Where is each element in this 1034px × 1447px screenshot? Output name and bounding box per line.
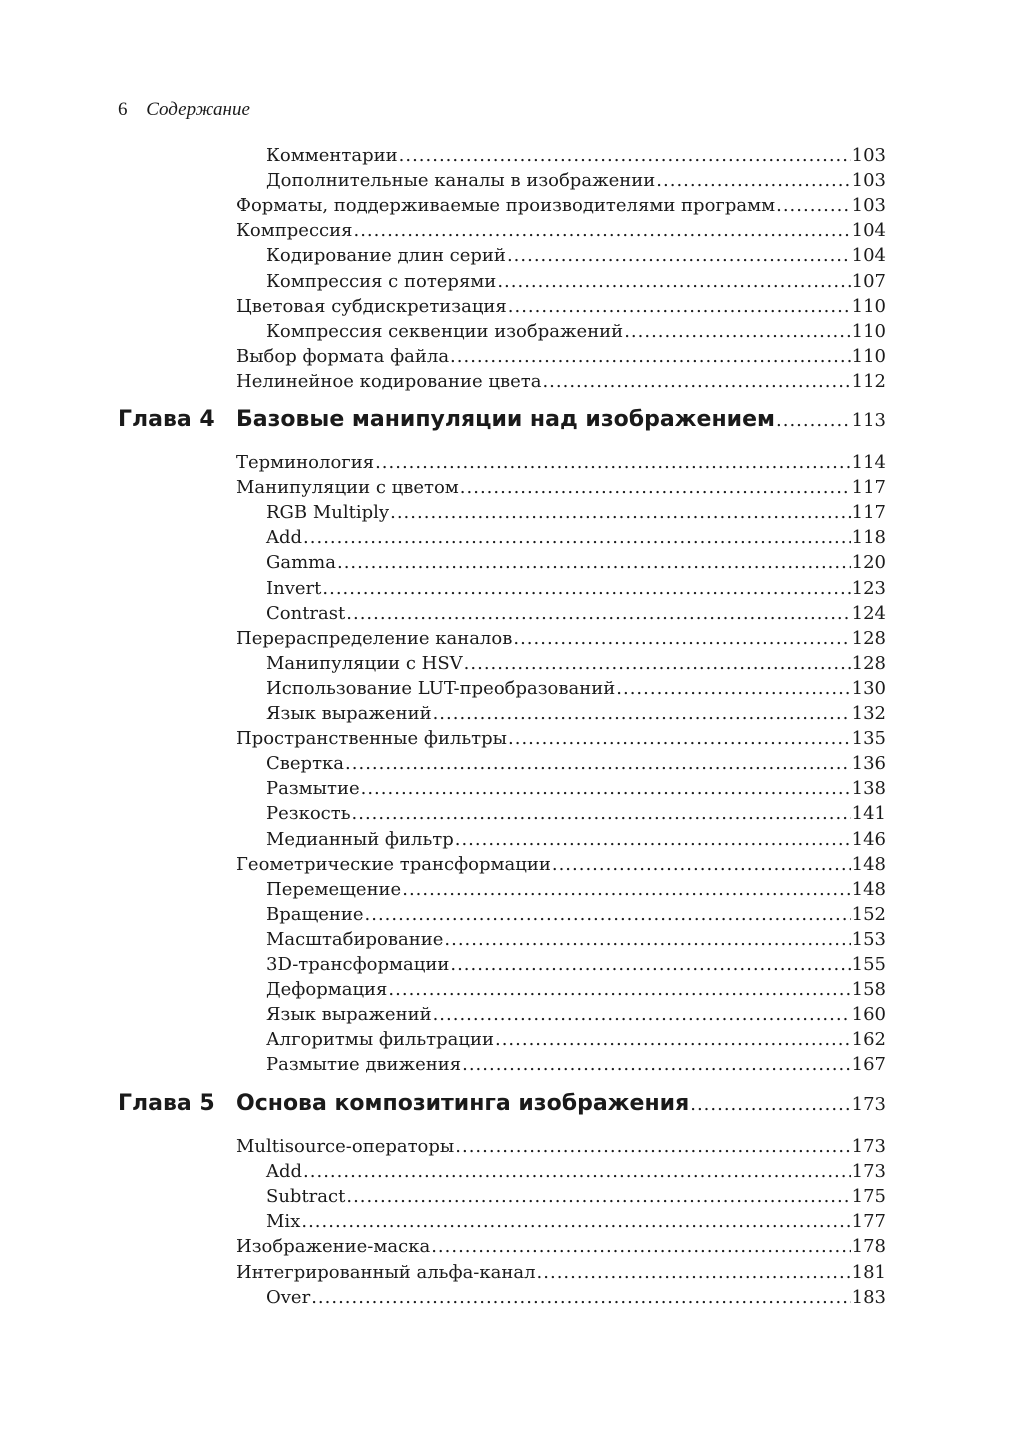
toc-entry-page: 175: [851, 1186, 886, 1208]
toc-entry[interactable]: [236, 294, 886, 319]
toc-entry-page: 128: [851, 627, 886, 649]
toc-entry-page: 123: [851, 577, 886, 599]
toc-entry-title: Использование LUT-преобразований: [266, 677, 616, 699]
dot-leader: [455, 827, 851, 852]
toc-entry-page: 135: [851, 728, 886, 750]
toc-entry-title: Gamma: [266, 552, 336, 574]
dot-leader: [462, 1052, 851, 1077]
toc-entry-page: 118: [851, 527, 886, 549]
toc-entry-title: Комментарии: [266, 145, 398, 166]
toc-entry-title: Компрессия с потерями: [266, 270, 497, 292]
page-number: 6: [118, 99, 128, 120]
dot-leader: [552, 852, 851, 877]
dot-leader: [322, 576, 850, 601]
dot-leader: [508, 726, 851, 751]
toc-entry-page: 148: [851, 878, 886, 900]
dot-leader: [433, 701, 851, 726]
toc-entry-page: 183: [851, 1286, 886, 1308]
toc-entry-title: Multisource-операторы: [236, 1136, 455, 1157]
dot-leader: [542, 369, 850, 394]
toc-entry[interactable]: [236, 1234, 886, 1259]
toc-entry[interactable]: [236, 193, 886, 218]
toc-entry-title: Add: [266, 1161, 303, 1183]
chapter-label: Глава 4: [118, 407, 215, 432]
dot-leader: [460, 475, 851, 500]
dot-leader: [311, 1285, 850, 1310]
toc-entry[interactable]: [236, 852, 886, 877]
toc-entry-page: 181: [851, 1261, 886, 1283]
toc-entry-page: 173: [851, 1161, 886, 1183]
toc-entry-page: 107: [851, 270, 886, 292]
toc-entry-page: 103: [851, 145, 886, 166]
toc-entry-title: Размытие движения: [266, 1054, 462, 1076]
toc-entry-page: 178: [851, 1236, 886, 1258]
toc-entry-page: 173: [851, 1136, 886, 1157]
toc-entry-page: 124: [851, 602, 886, 624]
dot-leader: [303, 1159, 851, 1184]
toc-entry[interactable]: [266, 601, 886, 626]
toc-entry-title: Масштабирование: [266, 928, 444, 950]
toc-entry[interactable]: [266, 1184, 886, 1209]
toc-entry[interactable]: [266, 1285, 886, 1310]
toc-entry-title: 3D-трансформации: [266, 954, 450, 975]
toc-entry-title: Свертка: [266, 753, 345, 775]
toc-entry-page: 110: [851, 320, 886, 342]
toc-entry-page: 136: [851, 753, 886, 775]
dot-leader: [464, 651, 851, 676]
toc-entry-page: 112: [851, 370, 886, 392]
toc-entry-title: Геометрические трансформации: [236, 853, 551, 875]
dot-leader: [399, 143, 851, 168]
toc-entry-page: 177: [851, 1211, 886, 1233]
toc-entry[interactable]: [266, 952, 886, 977]
toc-entry-title: Интегрированный альфа-канал: [236, 1261, 536, 1283]
toc-chapter-5[interactable]: [118, 1091, 886, 1125]
dot-leader: [776, 410, 851, 431]
toc-entry[interactable]: [266, 877, 886, 902]
dot-leader: [450, 952, 850, 977]
toc-entry[interactable]: [266, 801, 886, 826]
toc-entry-title: Деформация: [266, 979, 388, 1001]
toc-entry-title: Манипуляции с HSV: [266, 652, 463, 674]
toc-entry-title: Манипуляции с цветом: [236, 477, 459, 499]
toc-entry-title: Перемещение: [266, 878, 402, 900]
toc-entry[interactable]: [266, 927, 886, 952]
dot-leader: [508, 294, 851, 319]
toc-entry[interactable]: [266, 525, 886, 550]
toc-entry-page: 104: [851, 220, 886, 242]
toc-entry-title: Дополнительные каналы в изображении: [266, 170, 656, 192]
dot-leader: [402, 877, 850, 902]
toc-entry-title: Перераспределение каналов: [236, 627, 513, 649]
toc-entry-page: 103: [851, 195, 886, 217]
toc-entry[interactable]: [266, 1002, 886, 1027]
dot-leader: [352, 801, 851, 826]
toc-entry-page: 132: [851, 703, 886, 724]
toc-entry[interactable]: [266, 143, 886, 168]
toc-entry-page: 103: [851, 170, 886, 192]
toc-entry-title: Изображение-маска: [236, 1236, 431, 1258]
toc-entry-page: 141: [851, 803, 886, 825]
toc-entry-page: 138: [851, 778, 886, 800]
toc-entry-title: RGB Multiply: [266, 502, 390, 524]
toc-entry-page: 128: [851, 652, 886, 674]
toc-entry[interactable]: [266, 776, 886, 801]
toc-entry[interactable]: [236, 1134, 886, 1159]
toc-entry[interactable]: [236, 218, 886, 243]
toc-entry[interactable]: [266, 651, 886, 676]
dot-leader: [390, 500, 851, 525]
dot-leader: [616, 676, 850, 701]
toc-entry[interactable]: [266, 676, 886, 701]
toc-entry-title: Mix: [266, 1211, 301, 1233]
toc-entry[interactable]: [266, 977, 886, 1002]
toc-entry[interactable]: [266, 751, 886, 776]
running-head: [118, 98, 250, 122]
toc-entry-title: Размытие: [266, 778, 360, 800]
chapter-title: Основа композитинга изображения: [236, 1091, 690, 1116]
dot-leader: [337, 550, 851, 575]
toc-entry-page: 110: [851, 345, 886, 367]
toc-entry[interactable]: [236, 1260, 886, 1285]
toc-entry-page: 146: [851, 828, 886, 850]
dot-leader: [388, 977, 850, 1002]
toc-entry[interactable]: [266, 168, 886, 193]
toc-entry-title: Медианный фильтр: [266, 828, 454, 850]
toc-entry-title: Компрессия секвенции изображений: [266, 320, 624, 342]
toc-entry-title: Contrast: [266, 602, 346, 624]
dot-leader: [353, 218, 850, 243]
dot-leader: [346, 601, 850, 626]
toc-chapter-4[interactable]: [118, 407, 886, 441]
toc-entry-title: Форматы, поддерживаемые производителями программ: [236, 195, 776, 217]
toc-entry-page: 104: [851, 245, 886, 267]
section-title: Содержание: [146, 99, 250, 120]
toc-entry[interactable]: [266, 902, 886, 927]
dot-leader: [495, 1027, 851, 1052]
toc-entry-title: Subtract: [266, 1186, 346, 1208]
dot-leader: [361, 776, 851, 801]
toc-entry[interactable]: [266, 1209, 886, 1234]
dot-leader: [433, 1002, 851, 1027]
toc-entry[interactable]: [266, 576, 886, 601]
toc-entry-page: 162: [851, 1029, 886, 1051]
toc-entry-title: Over: [266, 1286, 311, 1308]
toc-entry-page: 120: [851, 552, 886, 574]
toc-entry-page: 117: [851, 477, 886, 499]
dot-leader: [431, 1234, 850, 1259]
toc-entry[interactable]: [266, 701, 886, 726]
toc-entry-page: 110: [851, 295, 886, 317]
toc-entry-title: Кодирование длин серий: [266, 245, 506, 267]
toc-entry-title: Add: [266, 527, 303, 549]
toc-entry-page: 130: [851, 677, 886, 699]
toc-entry[interactable]: [236, 450, 886, 475]
toc-entry-title: Терминология: [236, 452, 375, 473]
dot-leader: [537, 1260, 851, 1285]
toc-entry[interactable]: [266, 550, 886, 575]
dot-leader: [624, 319, 850, 344]
dot-leader: [497, 269, 850, 294]
toc-entry-page: 167: [851, 1054, 886, 1076]
dot-leader: [656, 168, 850, 193]
dot-leader: [303, 525, 851, 550]
toc-entry-title: Нелинейное кодирование цвета: [236, 370, 542, 392]
toc-entry-title: Цветовая субдискретизация: [236, 295, 507, 317]
toc-entry[interactable]: [266, 269, 886, 294]
toc-entry-title: Выбор формата файла: [236, 345, 450, 367]
chapter-label: Глава 5: [118, 1091, 215, 1116]
toc-entry[interactable]: [236, 344, 886, 369]
toc-entry[interactable]: [266, 1052, 886, 1077]
toc-entry-page: 114: [851, 452, 886, 473]
dot-leader: [450, 344, 851, 369]
toc-entry-page: 158: [851, 979, 886, 1001]
toc-entry[interactable]: [236, 626, 886, 651]
toc-entry-page: 148: [851, 853, 886, 875]
toc-entry-page: 160: [851, 1004, 886, 1026]
toc-entry[interactable]: [266, 827, 886, 852]
toc-entry-title: Язык выражений: [266, 1004, 432, 1026]
toc-entry[interactable]: [266, 1159, 886, 1184]
dot-leader: [690, 1094, 850, 1115]
toc-entry-title: Резкость: [266, 803, 351, 825]
toc-entry[interactable]: [236, 369, 886, 394]
dot-leader: [345, 751, 851, 776]
toc-entry-page: 155: [851, 954, 886, 975]
dot-leader: [365, 902, 851, 927]
dot-leader: [301, 1209, 850, 1234]
toc-entry[interactable]: [266, 500, 886, 525]
toc-entry-title: Пространственные фильтры: [236, 728, 507, 750]
toc-entry-page: 152: [851, 903, 886, 925]
dot-leader: [513, 626, 850, 651]
dot-leader: [776, 193, 851, 218]
toc-entry[interactable]: [236, 475, 886, 500]
toc-entry-title: Алгоритмы фильтрации: [266, 1029, 494, 1051]
dot-leader: [444, 927, 850, 952]
toc-entry-title: Язык выражений: [266, 703, 432, 724]
dot-leader: [375, 450, 851, 475]
toc-entry[interactable]: [266, 243, 886, 268]
toc-entry-title: Invert: [266, 577, 322, 599]
dot-leader: [455, 1134, 850, 1159]
chapter-page: 173: [851, 1094, 886, 1115]
toc-entry-page: 153: [851, 928, 886, 950]
chapter-title: Базовые манипуляции над изображением: [236, 407, 775, 432]
chapter-page: 113: [851, 410, 886, 431]
toc-entry[interactable]: [266, 319, 886, 344]
toc-entry-title: Вращение: [266, 903, 364, 925]
toc-entry[interactable]: [266, 1027, 886, 1052]
dot-leader: [507, 243, 851, 268]
toc-entry[interactable]: [236, 726, 886, 751]
dot-leader: [346, 1184, 850, 1209]
toc-entry-page: 117: [851, 502, 886, 524]
toc-entry-title: Компрессия: [236, 220, 353, 242]
